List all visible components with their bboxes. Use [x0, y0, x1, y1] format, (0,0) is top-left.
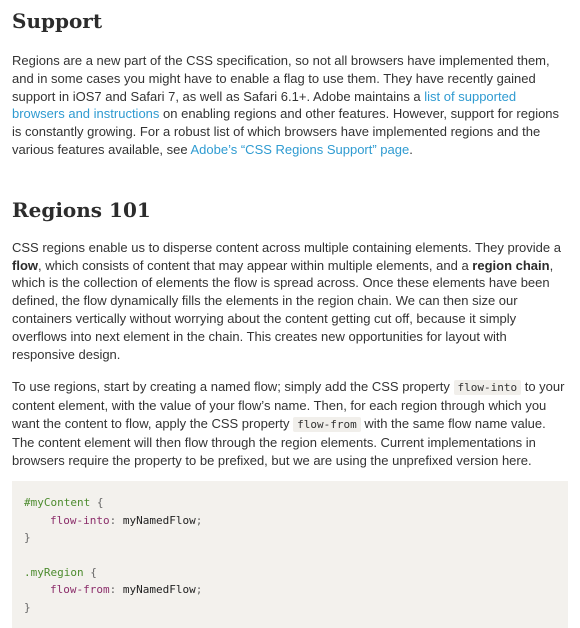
code-close-brace: } — [24, 531, 31, 545]
code-close-brace: } — [24, 600, 31, 614]
code-line-6 — [24, 581, 556, 598]
support-heading: Support — [12, 9, 103, 33]
support-paragraph — [12, 52, 568, 159]
code-line-5 — [24, 564, 556, 581]
code-value: myNamedFlow — [116, 583, 196, 597]
adobe-regions-support-link[interactable]: Adobe’s “CSS Regions Support” page — [190, 141, 410, 157]
code-line-3 — [24, 529, 556, 546]
code-line-7 — [24, 599, 556, 616]
code-semicolon: ; — [195, 583, 203, 597]
code-selector-mycontent: #myContent — [24, 496, 91, 510]
support-text-2: on enabling regions and other features. However, support for regions is constantly growing. For a robust list of which browsers have implemented regions and the various features available, see — [12, 106, 560, 157]
support-text-1: Regions are a new part of the CSS specification, so not all browsers have implemented them, and in some cases you might have to enable a flag to use them. They have recently gained support in iOS7 and Safari 7, as well as Safari 6.1+. Adobe maintains a — [12, 53, 550, 104]
inline-code-flow-from: flow-from — [293, 417, 361, 432]
regions-text-2: , which consists of content that may appear within multiple elements, and a — [38, 257, 473, 273]
usage-text-2: to your content element, with the value of your flow’s name. Then, for each region through which you want the content to flow, apply the CSS property — [12, 379, 565, 431]
regions-usage-paragraph — [12, 378, 568, 469]
code-colon: : — [109, 513, 117, 527]
code-colon: : — [109, 583, 117, 597]
regions-text-1: CSS regions enable us to disperse content across multiple containing elements. They provide a — [12, 239, 561, 255]
code-line-1 — [24, 494, 556, 511]
term-region-chain: region chain — [472, 257, 550, 273]
supported-browsers-link[interactable]: list of supported browsers and instructions — [12, 88, 517, 122]
code-selector-myregion: .myRegion — [24, 565, 84, 579]
code-open-brace: { — [83, 565, 97, 579]
code-semicolon: ; — [195, 513, 203, 527]
code-value: myNamedFlow — [116, 513, 196, 527]
code-property-flow-into: flow-into — [50, 513, 110, 527]
usage-text-1: To use regions, start by creating a named flow; simply add the CSS property — [12, 379, 454, 395]
regions-101-heading: Regions 101 — [12, 197, 151, 222]
inline-code-flow-into: flow-into — [454, 380, 522, 395]
code-property-flow-from: flow-from — [50, 583, 110, 597]
code-block — [12, 481, 568, 628]
code-open-brace: { — [90, 496, 104, 510]
term-flow: flow — [12, 257, 38, 273]
usage-text-3: with the same flow name value. The content element will then flow through the region elements. Current implementations in browsers require the property to be prefixed, but we are using the unprefixed version here. — [12, 415, 546, 468]
regions-text-3: , which is the collection of elements the flow is spread across. Once these elements have been defined, the flow dynamically fills the elements in the region chain. We can then size our containers vertically without worrying about the content getting cut off, because it simply overflows into next element in the chain. This creates new opportunities for layout with responsive design. — [12, 257, 554, 362]
regions-intro-paragraph — [12, 239, 568, 364]
code-line-2 — [24, 512, 556, 529]
support-text-3: . — [409, 141, 413, 157]
